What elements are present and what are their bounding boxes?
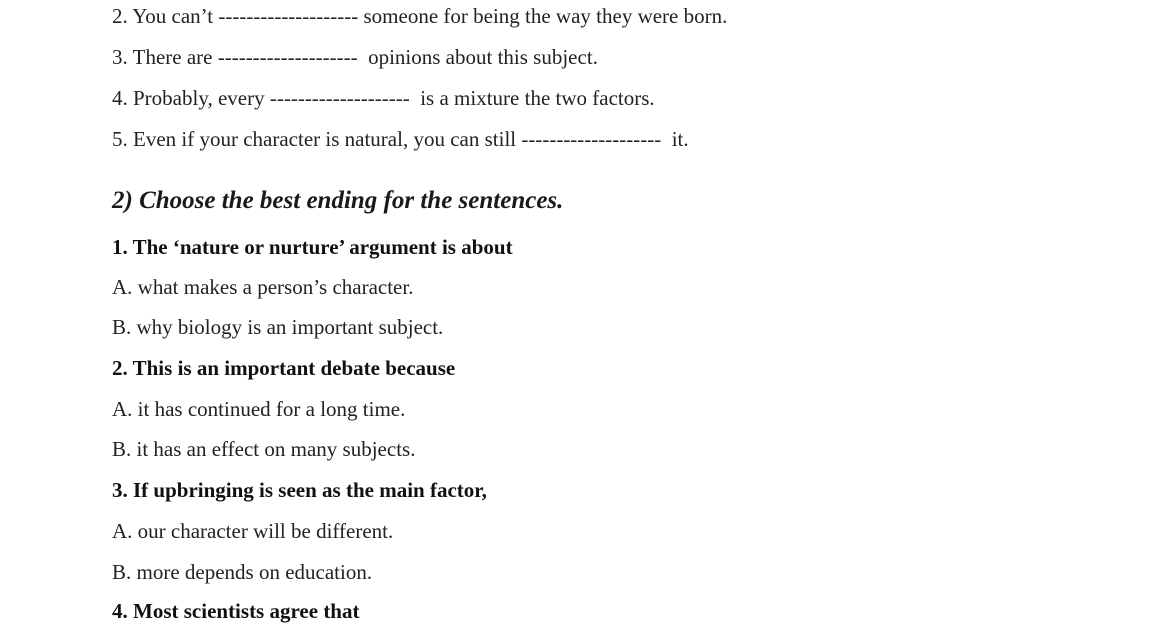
- question-1-stem: 1. The ‘nature or nurture’ argument is about: [112, 235, 513, 259]
- question-2-option-a: A. it has continued for a long time.: [112, 397, 406, 421]
- question-2-option-b: B. it has an effect on many subjects.: [112, 437, 416, 461]
- exercise1-item-2: 2. You can’t -------------------- someone for being the way they were born.: [112, 4, 728, 28]
- question-1-option-b: B. why biology is an important subject.: [112, 315, 444, 339]
- exercise2-heading: 2) Choose the best ending for the sentences.: [112, 187, 564, 214]
- exercise1-item-5: 5. Even if your character is natural, you can still -------------------- it.: [112, 127, 689, 151]
- question-3-stem: 3. If upbringing is seen as the main factor,: [112, 478, 487, 502]
- question-4-stem: 4. Most scientists agree that: [112, 599, 360, 623]
- exercise1-item-4: 4. Probably, every -------------------- is a mixture the two factors.: [112, 86, 655, 110]
- question-1-option-a: A. what makes a person’s character.: [112, 275, 414, 299]
- exercise1-item-3: 3. There are -------------------- opinions about this subject.: [112, 45, 598, 69]
- question-2-stem: 2. This is an important debate because: [112, 356, 456, 380]
- question-3-option-b: B. more depends on education.: [112, 560, 373, 584]
- question-3-option-a: A. our character will be different.: [112, 519, 394, 543]
